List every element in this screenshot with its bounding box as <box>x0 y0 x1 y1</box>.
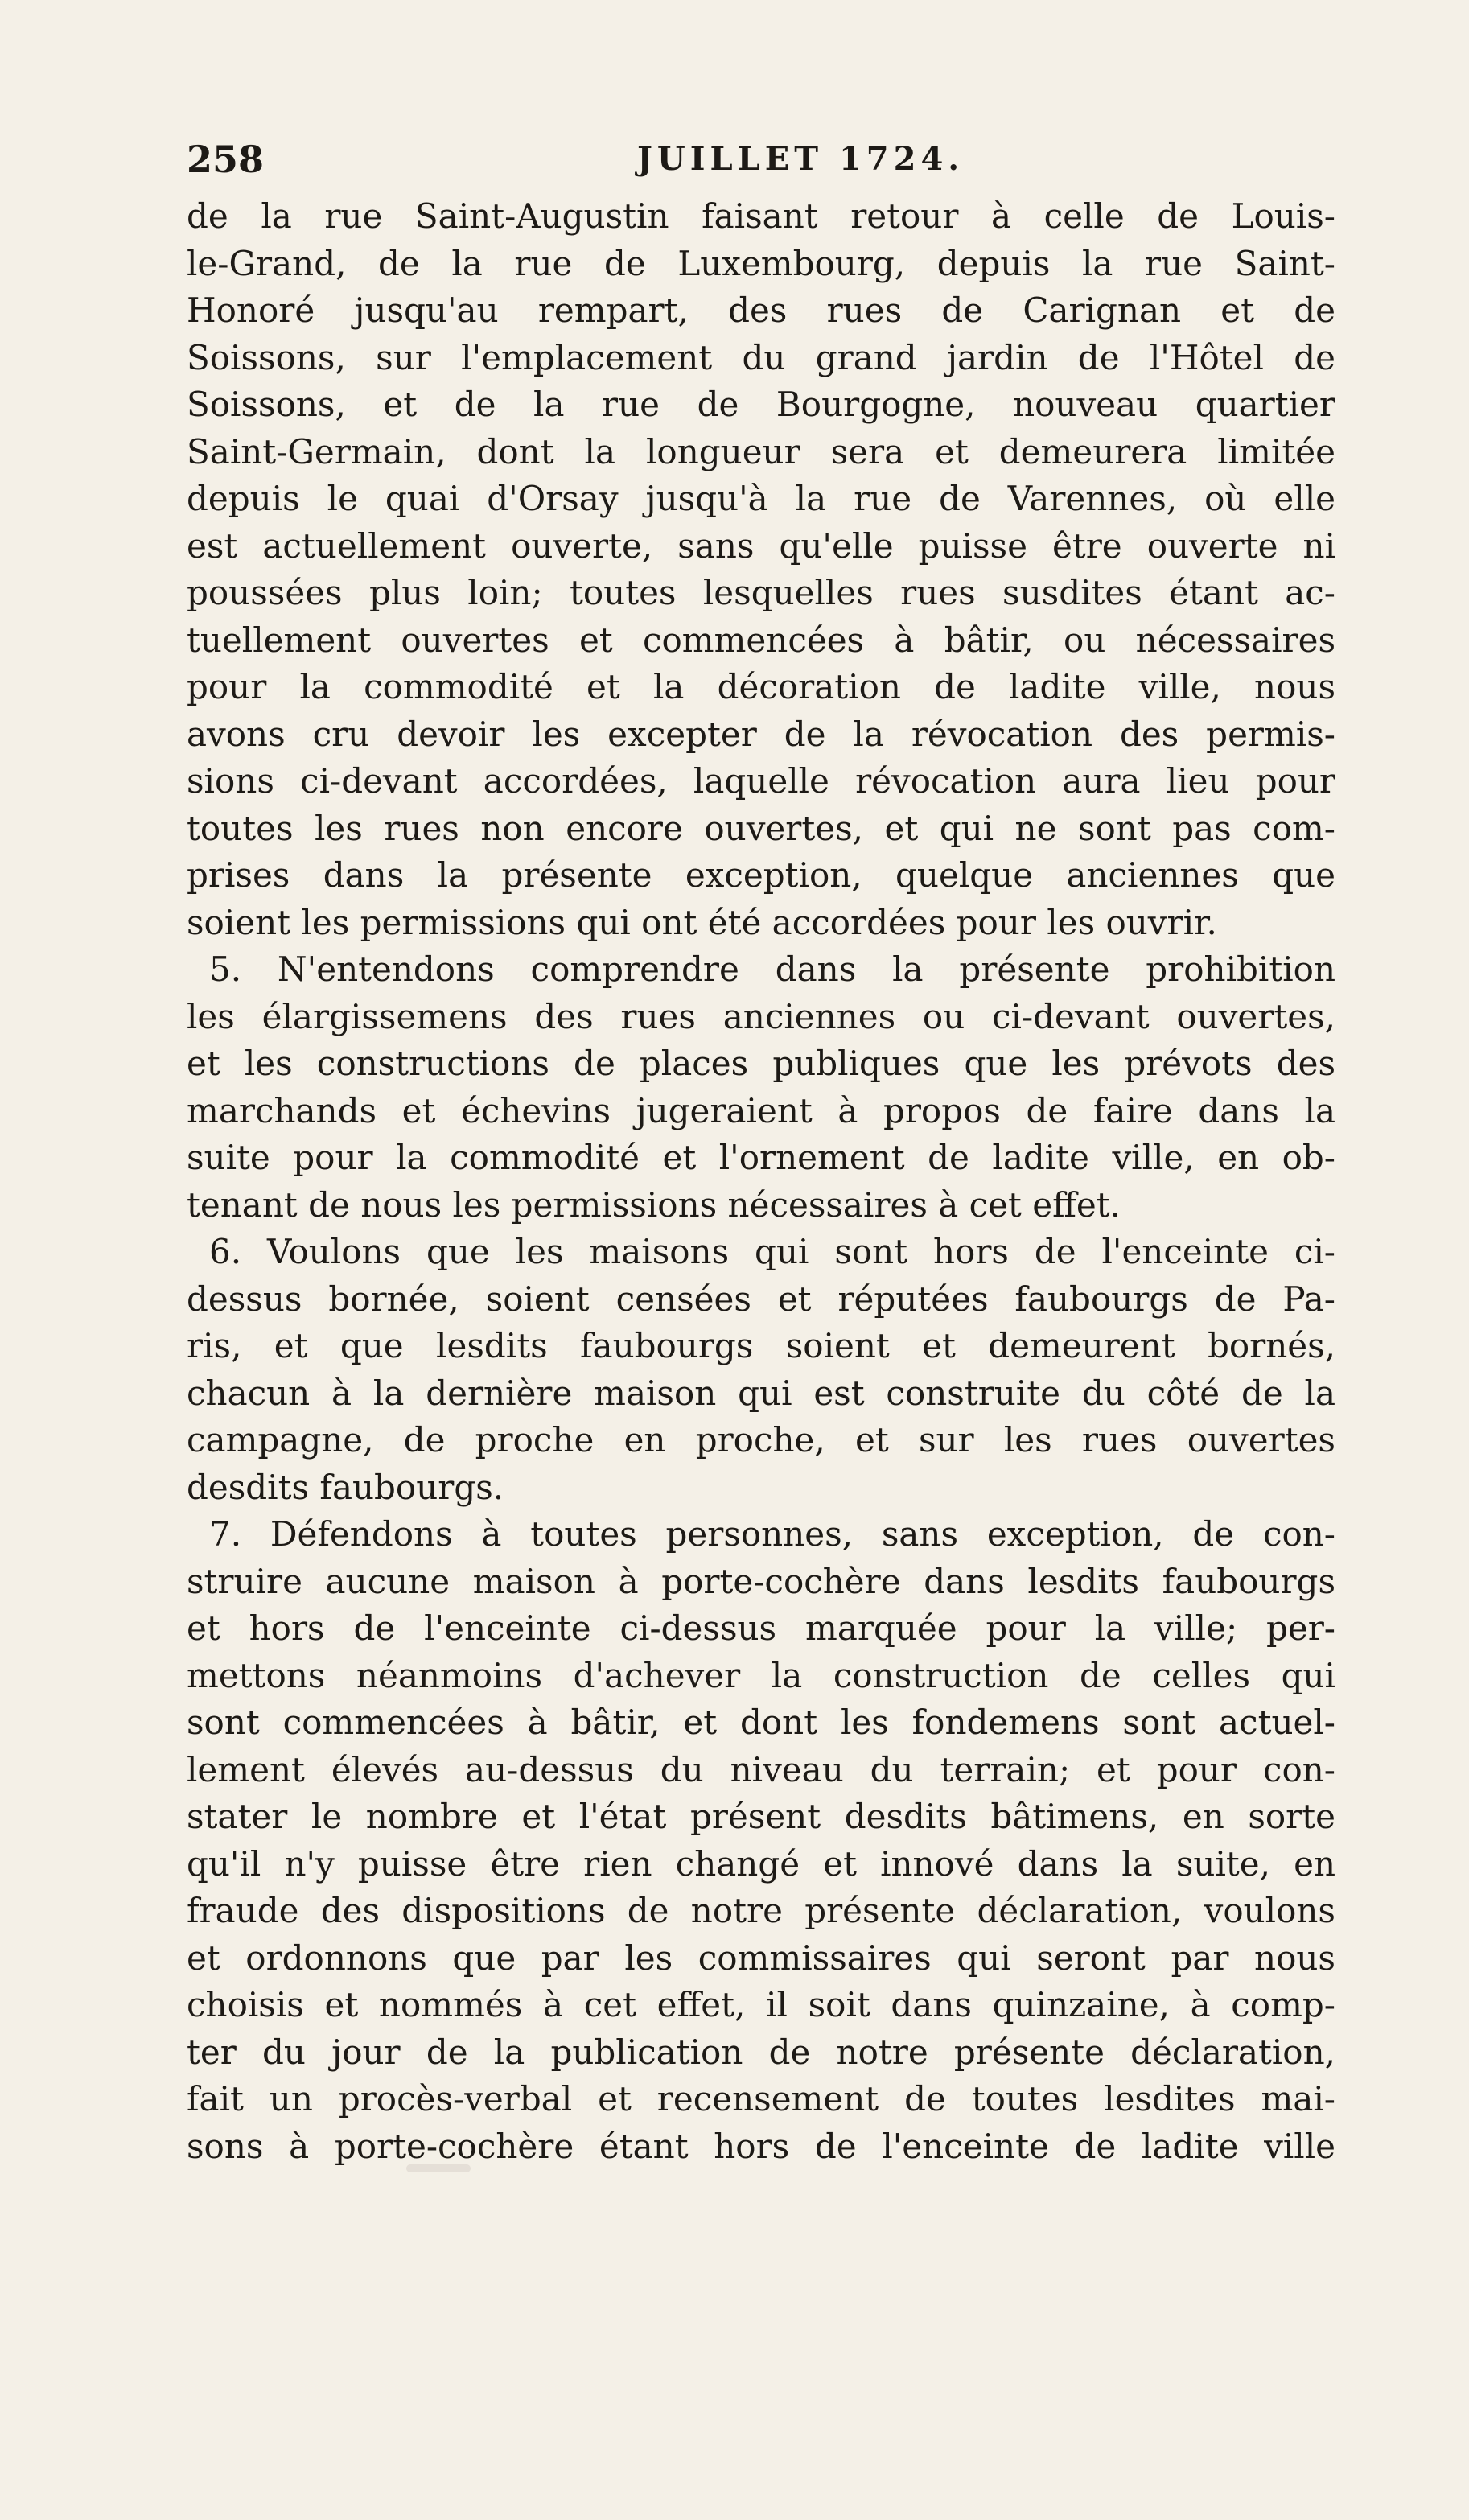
text-line: et hors de l'enceinte ci-dessus marquée pour la ville; per- <box>187 1608 1335 1648</box>
page-number: 258 <box>187 138 265 181</box>
text-line: de la rue Saint-Augustin faisant retour à celle de Louis- <box>187 196 1335 236</box>
text-line: le-Grand, de la rue de Luxembourg, depuis la rue Saint- <box>187 243 1335 283</box>
text-line: lement élevés au-dessus du niveau du terrain; et pour con- <box>187 1749 1335 1789</box>
text-line: struire aucune maison à porte-cochère dans lesdits faubourgs <box>187 1561 1335 1601</box>
text-line: et ordonnons que par les commissaires qui seront par nous <box>187 1937 1335 1978</box>
text-line: marchands et échevins jugeraient à propos de faire dans la <box>187 1090 1335 1130</box>
text-line: et les constructions de places publiques que les prévots des <box>187 1044 1335 1083</box>
paragraph-start-line: 5. N'entendons comprendre dans la présente prohibition <box>209 949 1335 989</box>
text-line: sions ci-devant accordées, laquelle révocation aura lieu pour <box>187 761 1335 801</box>
text-line: fait un procès-verbal et recensement de toutes lesdites mai- <box>187 2079 1335 2119</box>
text-line: tenant de nous les permissions nécessaires à cet effet. <box>187 1184 1121 1225</box>
text-line: pour la commodité et la décoration de ladite ville, nous <box>187 667 1335 706</box>
text-line: depuis le quai d'Orsay jusqu'à la rue de Varennes, où elle <box>187 479 1335 518</box>
text-line: mettons néanmoins d'achever la construction de celles qui <box>187 1655 1335 1695</box>
text-line: est actuellement ouverte, sans qu'elle puisse être ouverte ni <box>187 525 1335 566</box>
text-line: chacun à la dernière maison qui est construite du côté de la <box>187 1373 1335 1413</box>
text-line: Soissons, sur l'emplacement du grand jardin de l'Hôtel de <box>187 337 1335 377</box>
text-line: campagne, de proche en proche, et sur les rues ouvertes <box>187 1420 1335 1460</box>
page-header <box>187 135 1335 191</box>
text-line: desdits faubourgs. <box>187 1467 504 1507</box>
paragraph-start-line: 6. Voulons que les maisons qui sont hors de l'enceinte ci- <box>209 1232 1335 1271</box>
text-line: prises dans la présente exception, quelque anciennes que <box>187 855 1335 895</box>
body-text <box>187 193 1335 2170</box>
paper-smudge <box>406 2164 471 2172</box>
text-line: les élargissemens des rues anciennes ou ci-devant ouvertes, <box>187 996 1335 1036</box>
text-line: suite pour la commodité et l'ornement de ladite ville, en ob- <box>187 1138 1335 1177</box>
text-line: soient les permissions qui ont été accordées pour les ouvrir. <box>187 902 1217 942</box>
text-line: stater le nombre et l'état présent desdits bâtimens, en sorte <box>187 1797 1335 1836</box>
text-line: tuellement ouvertes et commencées à bâtir, ou nécessaires <box>187 620 1335 660</box>
text-line: Saint-Germain, dont la longueur sera et demeurera limitée <box>187 431 1335 471</box>
text-line: sons à porte-cochère étant hors de l'enceinte de ladite ville <box>187 2126 1335 2166</box>
text-line: ter du jour de la publication de notre présente déclaration, <box>187 2032 1335 2072</box>
text-line: sont commencées à bâtir, et dont les fondemens sont actuel- <box>187 1703 1335 1742</box>
text-line: choisis et nommés à cet effet, il soit dans quinzaine, à comp- <box>187 1985 1335 2024</box>
text-line: qu'il n'y puisse être rien changé et innové dans la suite, en <box>187 1843 1335 1884</box>
text-line: poussées plus loin; toutes lesquelles rues susdites étant ac- <box>187 573 1335 612</box>
text-line: ris, et que lesdits faubourgs soient et demeurent bornés, <box>187 1326 1335 1365</box>
text-line: avons cru devoir les excepter de la révocation des permis- <box>187 714 1335 754</box>
running-head: JUILLET 1724. <box>637 140 965 178</box>
text-line: Soissons, et de la rue de Bourgogne, nouveau quartier <box>187 385 1335 424</box>
text-line: dessus bornée, soient censées et réputées faubourgs de Pa- <box>187 1279 1335 1319</box>
paragraph-start-line: 7. Défendons à toutes personnes, sans exception, de con- <box>209 1514 1335 1554</box>
text-line: fraude des dispositions de notre présente déclaration, voulons <box>187 1891 1335 1930</box>
text-line: Honoré jusqu'au rempart, des rues de Carignan et de <box>187 290 1335 330</box>
text-line: toutes les rues non encore ouvertes, et qui ne sont pas com- <box>187 808 1335 848</box>
